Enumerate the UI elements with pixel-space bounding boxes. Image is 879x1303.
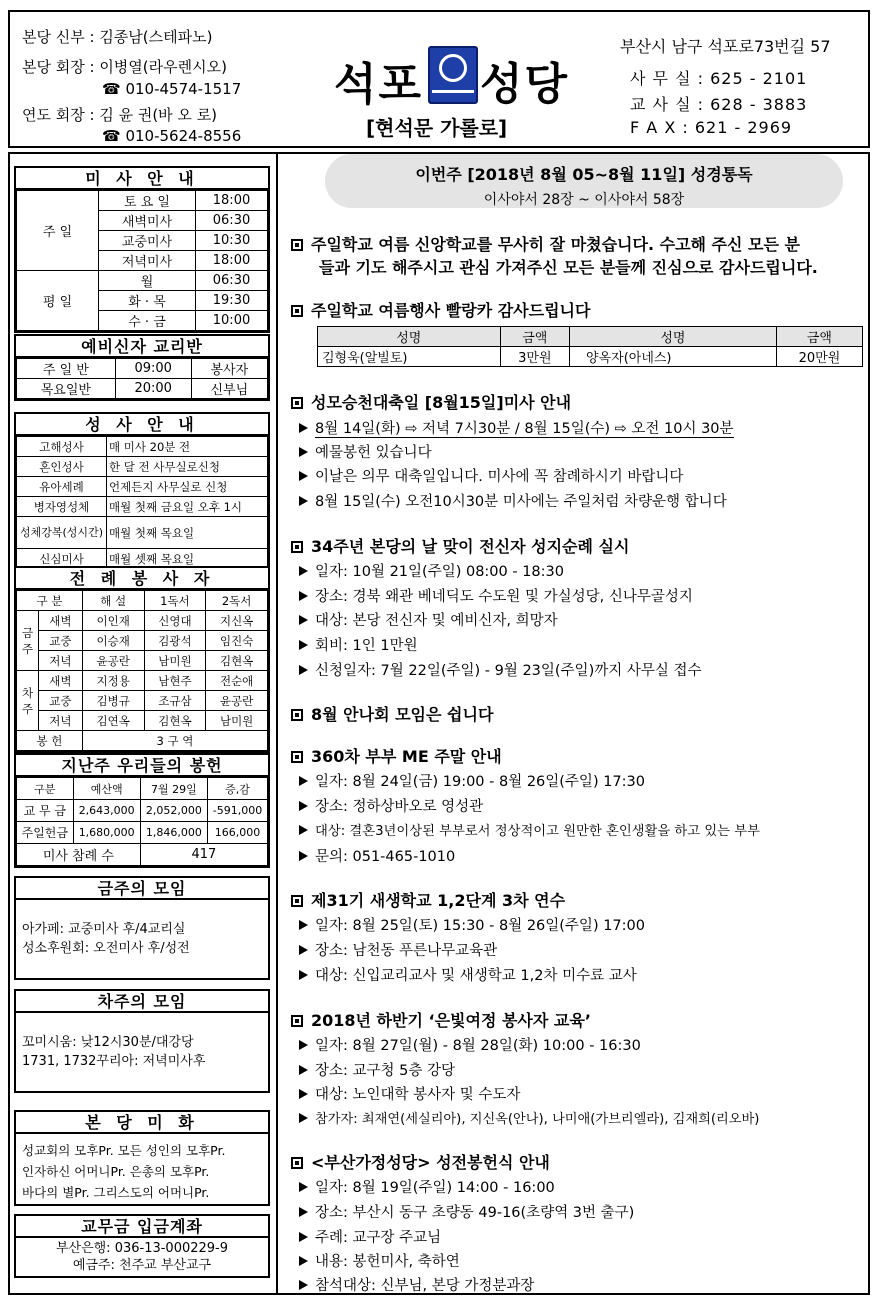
srv-cell: 윤공란 [82, 651, 144, 671]
bullet-text: 장소: 남천동 푸른나무교육관 [315, 943, 498, 959]
banner-line-2: 이사야서 28장 ~ 이사야서 58장 [483, 192, 685, 208]
bullet-text: 일자: 8월 24일(금) 19:00 - 8월 26일(주일) 17:30 [315, 774, 645, 790]
bullet-text: 대상: 결혼3년이상된 부부로서 정상적이고 원만한 혼인생활을 하고 있는 부부 [315, 824, 760, 839]
bible-reading-banner [325, 154, 843, 208]
srv-cell: 교중 [39, 691, 83, 711]
off-cell: 1,680,000 [73, 822, 140, 844]
srv-cell: 남미원 [144, 651, 206, 671]
pastor-line: 본당 신부 : 김종남(스테파노) [22, 28, 213, 46]
church-logo-icon [428, 46, 478, 104]
service-label: 봉 헌 [17, 731, 83, 751]
arrow-right-icon [299, 1065, 308, 1075]
square-bullet-icon [291, 1157, 303, 1169]
attendance-value: 417 [140, 844, 267, 866]
mass-cell: 새벽미사 [99, 211, 196, 231]
sac-cell: 매월 첫째 목요일 [107, 517, 268, 549]
sac-cell: 매 미사 20분 전 [107, 437, 268, 457]
arrow-right-icon [299, 1040, 308, 1050]
address: 부산시 남구 석포로73번길 57 [620, 37, 831, 56]
square-bullet-icon [291, 1015, 303, 1027]
bullet-text: 8월 14일(화) ⇨ 저녁 7시30분 / 8월 15일(수) ⇨ 오전 10시 30분 [315, 421, 734, 437]
off-cell: 166,000 [207, 822, 267, 844]
bulletin-header [8, 10, 870, 148]
cat-cell: 목요일반 [17, 379, 116, 399]
bullet-text: 일자: 8월 27일(월) - 8월 28일(화) 10:00 - 16:30 [315, 1038, 641, 1054]
arrow-right-icon [299, 591, 308, 601]
beautify-line: 바다의 별Pr. 그리스도의 어머니Pr. [22, 1185, 210, 1200]
arrow-right-icon [299, 851, 308, 861]
srv-head: 해 설 [82, 591, 144, 611]
n8-item [299, 1059, 455, 1080]
arrow-right-icon [299, 801, 308, 811]
srv-cell: 지신옥 [206, 611, 268, 631]
next-week-label: 차주 [17, 671, 39, 731]
meet-line: 아가페: 교중미사 후/4교리실 [22, 922, 186, 937]
mass-cell: 10:00 [196, 311, 268, 331]
n9-item [299, 1250, 460, 1271]
srv-cell: 윤공란 [206, 691, 268, 711]
don-head: 성명 [570, 327, 777, 347]
this-week-meet-section [14, 876, 270, 980]
n4-item [299, 634, 418, 655]
meet-line: 꼬미시움: 낮12시30분/대강당 [22, 1035, 194, 1050]
srv-cell: 김현옥 [206, 651, 268, 671]
sacrament-section [14, 412, 270, 571]
notice-text: 360차 부부 ME 주말 안내 [311, 747, 502, 766]
attendance-label: 미사 참례 수 [17, 844, 141, 866]
cat-cell: 주 일 반 [17, 359, 116, 379]
arrow-right-icon [299, 640, 308, 650]
notice-8-title [291, 1008, 591, 1031]
offering-section [14, 753, 270, 868]
arrow-right-icon [299, 1089, 308, 1099]
srv-head: 1독서 [144, 591, 206, 611]
srv-cell: 전순애 [206, 671, 268, 691]
bullet-text: 일자: 8월 19일(주일) 14:00 - 16:00 [315, 1180, 555, 1196]
beautify-title: 본 당 미 화 [16, 1112, 268, 1134]
sac-cell: 고해성사 [17, 437, 107, 457]
arrow-right-icon [299, 471, 308, 481]
servers-table [16, 590, 268, 751]
srv-cell: 조규삼 [144, 691, 206, 711]
don-cell: 3만원 [500, 347, 569, 367]
square-bullet-icon [291, 239, 303, 251]
n6-item [299, 845, 455, 866]
cat-cell: 09:00 [115, 359, 191, 379]
left-column [12, 156, 274, 1291]
n7-item [299, 964, 637, 985]
bullet-text: 신청일자: 7월 22일(주일) - 9월 23일(주일)까지 사무실 접수 [315, 663, 702, 679]
n4-item [299, 560, 564, 581]
arrow-right-icon [299, 447, 308, 457]
banner-line-1: 이번주 [2018년 8월 05~8월 11일] 성경통독 [415, 165, 753, 184]
srv-cell: 김연옥 [82, 711, 144, 731]
bullet-text: 내용: 봉헌미사, 축하연 [315, 1254, 460, 1270]
cat-cell: 20:00 [115, 379, 191, 399]
bullet-text: 장소: 교구청 5층 강당 [315, 1063, 455, 1079]
don-head: 성명 [318, 327, 501, 347]
notice-text: 2018년 하반기 ‘은빛여정 봉사자 교육’ [311, 1011, 591, 1030]
bullet-text: 일자: 8월 25일(토) 15:30 - 8월 26일(주일) 17:00 [315, 918, 645, 934]
n3-item [299, 417, 734, 438]
srv-cell: 지정용 [82, 671, 144, 691]
n8-item [299, 1083, 520, 1104]
notice-9-title [291, 1150, 550, 1173]
srv-head: 2독서 [206, 591, 268, 611]
arrow-right-icon [299, 1256, 308, 1266]
notice-1-cont: 들과 기도 해주시고 관심 가져주신 모든 분들께 진심으로 감사드립니다. [319, 258, 818, 277]
bullet-text: 문의: 051-465-1010 [315, 849, 456, 865]
next-week-meet-section [14, 989, 270, 1093]
notice-6-title [291, 744, 502, 767]
arrow-right-icon [299, 825, 308, 835]
n6-item [299, 820, 760, 839]
n4-item [299, 609, 558, 630]
off-cell: 2,052,000 [140, 800, 207, 822]
don-head: 금액 [776, 327, 862, 347]
church-subtitle: [현석문 가롤로] [366, 116, 508, 140]
square-bullet-icon [291, 305, 303, 317]
cat-cell: 신부님 [191, 379, 267, 399]
bullet-text: 대상: 본당 전신자 및 예비신자, 희망자 [315, 613, 558, 629]
mass-cell: 토 요 일 [99, 191, 196, 211]
notice-1-title [291, 232, 800, 255]
notice-text: 성모승천대축일 [8월15일]미사 안내 [311, 393, 572, 412]
n4-item [299, 659, 702, 680]
beautify-line: 성교회의 모후Pr. 모든 성인의 모후Pr. [22, 1143, 226, 1158]
offering-table [16, 777, 268, 866]
president-phone: ☎ 010-4574-1517 [102, 80, 242, 98]
srv-cell: 김현옥 [144, 711, 206, 731]
account-body [16, 1238, 268, 1274]
mass-cell: 화 · 목 [99, 291, 196, 311]
off-head: 구분 [17, 778, 74, 800]
servers-title: 전 례 봉 사 자 [16, 568, 268, 590]
off-cell: -591,000 [207, 800, 267, 822]
notice-5-title [291, 702, 493, 725]
n3-item [299, 441, 432, 462]
bullet-text: 예물봉헌 있습니다 [315, 445, 432, 461]
offering-title: 지난주 우리들의 봉헌 [16, 755, 268, 777]
don-cell: 김형욱(알빌토) [318, 347, 501, 367]
n6-item [299, 795, 483, 816]
arrow-right-icon [299, 1113, 308, 1123]
arrow-right-icon [299, 970, 308, 980]
bullet-text: 대상: 노인대학 봉사자 및 수도자 [315, 1087, 521, 1103]
arrow-right-icon [299, 920, 308, 930]
sac-cell: 병자영성체 [17, 497, 107, 517]
srv-cell: 교중 [39, 631, 83, 651]
notice-text: 8월 안나회 모임은 쉽니다 [311, 705, 494, 724]
sac-cell: 언제든지 사무실로 신청 [107, 477, 268, 497]
n7-item [299, 914, 645, 935]
arrow-right-icon [299, 1280, 308, 1290]
n9-item [299, 1274, 534, 1295]
srv-cell: 새벽 [39, 611, 83, 631]
sacrament-table [16, 436, 268, 569]
n9-item [299, 1201, 634, 1222]
off-cell: 교 무 금 [17, 800, 74, 822]
account-line: 부산은행: 036-13-000229-9 [55, 1241, 229, 1256]
arrow-right-icon [299, 566, 308, 576]
mass-cell: 06:30 [196, 271, 268, 291]
mass-cell: 수 · 금 [99, 311, 196, 331]
notice-7-title [291, 888, 565, 911]
sac-cell: 혼인성사 [17, 457, 107, 477]
don-cell: 양옥자(아네스) [570, 347, 777, 367]
off-head: 증,감 [207, 778, 267, 800]
arrow-right-icon [299, 1207, 308, 1217]
next-week-meet-title: 차주의 모임 [16, 991, 268, 1013]
srv-cell: 신영대 [144, 611, 206, 631]
square-bullet-icon [291, 895, 303, 907]
this-week-meet-body [16, 900, 268, 966]
arrow-right-icon [299, 665, 308, 675]
bullet-text: 참가자: 최재연(세실리아), 지신옥(안나), 나미애(가브리엘라), 김재희(리오바) [315, 1112, 760, 1127]
mass-cell: 월 [99, 271, 196, 291]
yeondo-phone: ☎ 010-5624-8556 [102, 127, 242, 145]
bullet-text: 참석대상: 신부님, 본당 가정분과장 [315, 1278, 535, 1294]
sac-cell: 한 달 전 사무실로신청 [107, 457, 268, 477]
sunday-label: 주 일 [17, 191, 99, 271]
column-divider [276, 154, 278, 1293]
notice-4-title [291, 534, 629, 557]
srv-cell: 김광석 [144, 631, 206, 651]
square-bullet-icon [291, 709, 303, 721]
bullet-text: 장소: 경북 왜관 베네딕도 수도원 및 가실성당, 신나무골성지 [315, 589, 693, 605]
arrow-right-icon [299, 615, 308, 625]
square-bullet-icon [291, 541, 303, 553]
n9-item [299, 1226, 441, 1247]
notice-text: 주일학교 여름행사 빨랑카 감사드립니다 [311, 301, 591, 320]
office-phone: 사 무 실 : 625 - 2101 [630, 69, 808, 88]
arrow-right-icon [299, 423, 308, 433]
servers-section [14, 566, 270, 753]
sac-cell: 매월 첫째 금요일 오후 1시 [107, 497, 268, 517]
bullet-text: 주례: 교구장 주교님 [315, 1230, 442, 1246]
account-section [14, 1214, 270, 1278]
bullet-text: 장소: 정하상바오로 영성관 [315, 799, 484, 815]
donation-table [317, 326, 863, 367]
notice-3-title [291, 390, 571, 413]
sac-cell: 유아세례 [17, 477, 107, 497]
this-week-meet-title: 금주의 모임 [16, 878, 268, 900]
mass-cell: 18:00 [196, 251, 268, 271]
this-week-label: 금주 [17, 611, 39, 671]
beautify-section [14, 1110, 270, 1206]
n8-item [299, 1034, 641, 1055]
srv-cell: 저녁 [39, 711, 83, 731]
off-head: 7월 29일 [140, 778, 207, 800]
don-cell: 20만원 [776, 347, 862, 367]
cat-cell: 봉사자 [191, 359, 267, 379]
catechumen-title: 예비신자 교리반 [16, 336, 268, 358]
srv-cell: 새벽 [39, 671, 83, 691]
meet-line: 성소후원회: 오전미사 후/성전 [22, 941, 190, 956]
sac-cell: 성체강복(성시간) [17, 517, 107, 549]
n7-item [299, 939, 497, 960]
n3-item [299, 490, 727, 511]
sacrament-title: 성 사 안 내 [16, 414, 268, 436]
srv-cell: 저녁 [39, 651, 83, 671]
bullet-text: 대상: 신입교리교사 및 새생학교 1,2차 미수료 교사 [315, 968, 637, 984]
rectory-phone: 교 사 실 : 628 - 3883 [630, 95, 808, 114]
beautify-body [16, 1134, 268, 1209]
arrow-right-icon [299, 776, 308, 786]
notice-text: <부산가정성당> 성전봉헌식 안내 [311, 1153, 550, 1172]
bullet-text: 이날은 의무 대축일입니다. 미사에 꼭 참례하시기 바랍니다 [315, 469, 684, 485]
n3-item [299, 465, 683, 486]
mass-table [16, 190, 268, 331]
notice-text: 제31기 새생학교 1,2단계 3차 연수 [311, 891, 566, 910]
bullet-text: 장소: 부산시 동구 초량동 49-16(초량역 3번 출구) [315, 1205, 635, 1221]
arrow-right-icon [299, 496, 308, 506]
notice-2-title [291, 298, 590, 321]
square-bullet-icon [291, 751, 303, 763]
mass-section [14, 166, 270, 333]
catechumen-table [16, 358, 268, 399]
weekday-label: 평 일 [17, 271, 99, 331]
church-name-2: 성당 [480, 59, 570, 110]
arrow-right-icon [299, 1182, 308, 1192]
mass-title: 미 사 안 내 [16, 168, 268, 190]
yeondo-line: 연도 회장 : 김 윤 권(바 오 로) [22, 106, 218, 124]
srv-cell: 남현주 [144, 671, 206, 691]
sac-cell: 매월 셋째 목요일 [107, 549, 268, 569]
n9-item [299, 1176, 555, 1197]
bullet-text: 8월 15일(수) 오전10시30분 미사에는 주일처럼 차량운행 합니다 [315, 494, 727, 510]
off-cell: 2,643,000 [73, 800, 140, 822]
right-column [285, 154, 865, 1294]
fax-number: F A X : 621 - 2969 [630, 118, 793, 137]
srv-cell: 김병규 [82, 691, 144, 711]
off-cell: 주일헌금 [17, 822, 74, 844]
mass-cell: 교중미사 [99, 231, 196, 251]
off-cell: 1,846,000 [140, 822, 207, 844]
srv-cell: 임진숙 [206, 631, 268, 651]
bullet-text: 회비: 1인 1만원 [315, 638, 418, 654]
mass-cell: 저녁미사 [99, 251, 196, 271]
srv-cell: 이승재 [82, 631, 144, 651]
bullet-text: 일자: 10월 21일(주일) 08:00 - 18:30 [315, 564, 564, 580]
beautify-line: 인자하신 어머니Pr. 은총의 모후Pr. [22, 1164, 210, 1179]
catechumen-section [14, 334, 270, 401]
mass-cell: 18:00 [196, 191, 268, 211]
srv-cell: 남미원 [206, 711, 268, 731]
srv-cell: 이인재 [82, 611, 144, 631]
notice-text: 주일학교 여름 신앙학교를 무사히 잘 마쳤습니다. 수고해 주신 모든 분 [311, 235, 800, 254]
square-bullet-icon [291, 397, 303, 409]
meet-line: 1731, 1732꾸리아: 저녁미사후 [22, 1054, 206, 1069]
account-title: 교무금 입금계좌 [16, 1216, 268, 1238]
don-head: 금액 [500, 327, 569, 347]
off-head: 예산액 [73, 778, 140, 800]
sac-cell: 신심미사 [17, 549, 107, 569]
notice-text: 34주년 본당의 날 맞이 전신자 성지순례 실시 [311, 537, 630, 556]
n4-item [299, 585, 693, 606]
mass-cell: 19:30 [196, 291, 268, 311]
next-week-meet-body [16, 1013, 268, 1079]
mass-cell: 06:30 [196, 211, 268, 231]
account-line: 예금주: 천주교 부산교구 [72, 1258, 212, 1273]
mass-cell: 10:30 [196, 231, 268, 251]
president-line: 본당 회장 : 이병열(라우렌시오) [22, 58, 227, 76]
srv-head: 구 분 [17, 591, 83, 611]
n6-item [299, 770, 645, 791]
church-name-1: 석포 [333, 59, 423, 110]
arrow-right-icon [299, 1232, 308, 1242]
service-value: 3 구 역 [82, 731, 267, 751]
n8-item [299, 1108, 759, 1127]
bulletin-body [8, 152, 870, 1295]
arrow-right-icon [299, 945, 308, 955]
